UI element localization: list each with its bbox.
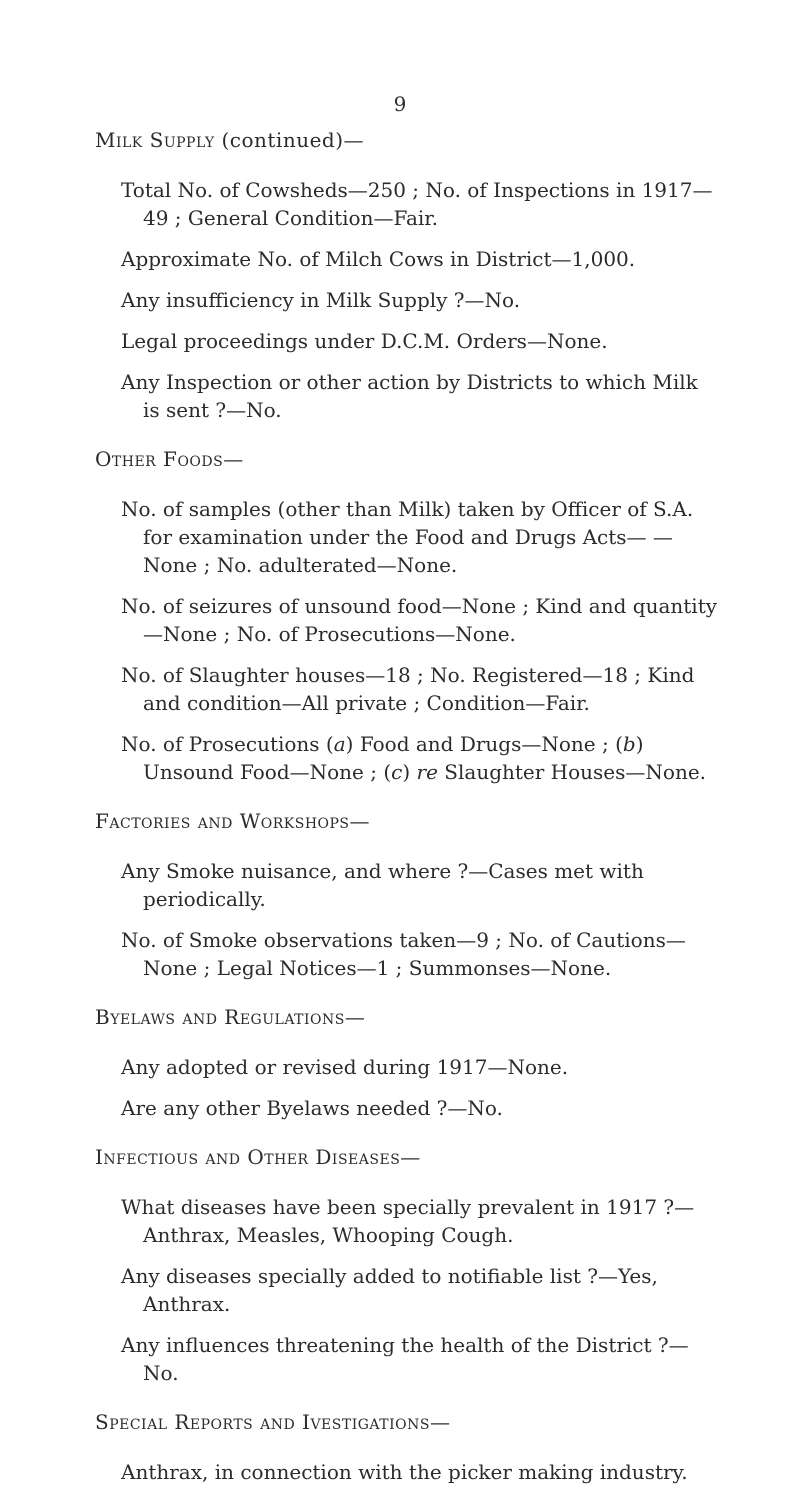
section-heading [95, 1003, 720, 1031]
entry: No. of seizures of unsound food—None ; Kind and quantity—None ; No. of Prosecutions—None. [121, 594, 718, 646]
section-factories-workshops [95, 807, 720, 982]
entry: Approximate No. of Milch Cows in District—1,000. [121, 247, 636, 271]
page-number: 9 [393, 92, 407, 116]
entry: Any insufficiency in Milk Supply ?—No. [121, 288, 521, 312]
section-heading [95, 1143, 720, 1171]
section-infectious-diseases [95, 1143, 720, 1387]
section-heading-title: Infectious and Other Diseases [95, 1145, 401, 1169]
section-heading [95, 445, 720, 473]
entry: No. of samples (other than Milk) taken by Officer of S.A. for examination under the Food and Drugs Acts— —None ; No. adulterated—None. [121, 497, 694, 577]
entry: No. of Slaughter houses—18 ; No. Registered—18 ; Kind and condition—All private ; Condition—Fair. [121, 663, 695, 715]
section-heading-title: Factories and Workshops [95, 809, 350, 833]
section-special-reports [95, 1408, 720, 1486]
entry: No. of Smoke observations taken—9 ; No. of Cautions— None ; Legal Notices—1 ; Summonses—None. [121, 928, 686, 980]
section-byelaws-regulations [95, 1003, 720, 1122]
entry: Any Smoke nuisance, and where ?—Cases met with periodically. [121, 859, 644, 911]
entry: What diseases have been specially prevalent in 1917 ?— Anthrax, Measles, Whooping Cough. [121, 1195, 695, 1247]
section-heading-title: Other Foods [95, 447, 224, 471]
section-milk-supply [95, 126, 720, 424]
section-other-foods [95, 445, 720, 786]
entry: Are any other Byelaws needed ?—No. [121, 1096, 503, 1120]
entry: Any diseases specially added to notifiable list ?—Yes, Anthrax. [121, 1264, 658, 1316]
section-heading-suffix: — [349, 809, 371, 833]
section-heading-suffix: — [429, 1410, 451, 1434]
section-heading-suffix: (continued)— [214, 128, 365, 152]
entry: Total No. of Cowsheds—250 ; No. of Inspections in 1917—49 ; General Condition—Fair. [121, 178, 713, 230]
section-heading [95, 1408, 720, 1436]
section-heading-suffix: — [344, 1005, 366, 1029]
entry: Any adopted or revised during 1917—None. [121, 1055, 569, 1079]
report-body [95, 126, 720, 1507]
section-heading [95, 807, 720, 835]
entry: Any influences threatening the health of the District ?— No. [121, 1333, 689, 1385]
entry: Legal proceedings under D.C.M. Orders—None. [121, 329, 608, 353]
entry: Anthrax, in connection with the picker making industry. [121, 1460, 688, 1484]
section-heading-title: Milk Supply [95, 128, 215, 152]
section-heading-title: Special Reports and Ivestigations [95, 1410, 430, 1434]
section-heading-suffix: — [400, 1145, 421, 1169]
entry: Any Inspection or other action by Districts to which Milk is sent ?—No. [121, 370, 698, 422]
entry: No. of Prosecutions (a) Food and Drugs—None ; (b) Unsound Food—None ; (c) re Slaughter Houses—None. [121, 732, 707, 784]
section-heading [95, 126, 720, 154]
section-heading-title: Byelaws and Regulations [95, 1005, 345, 1029]
section-heading-suffix: — [223, 447, 244, 471]
